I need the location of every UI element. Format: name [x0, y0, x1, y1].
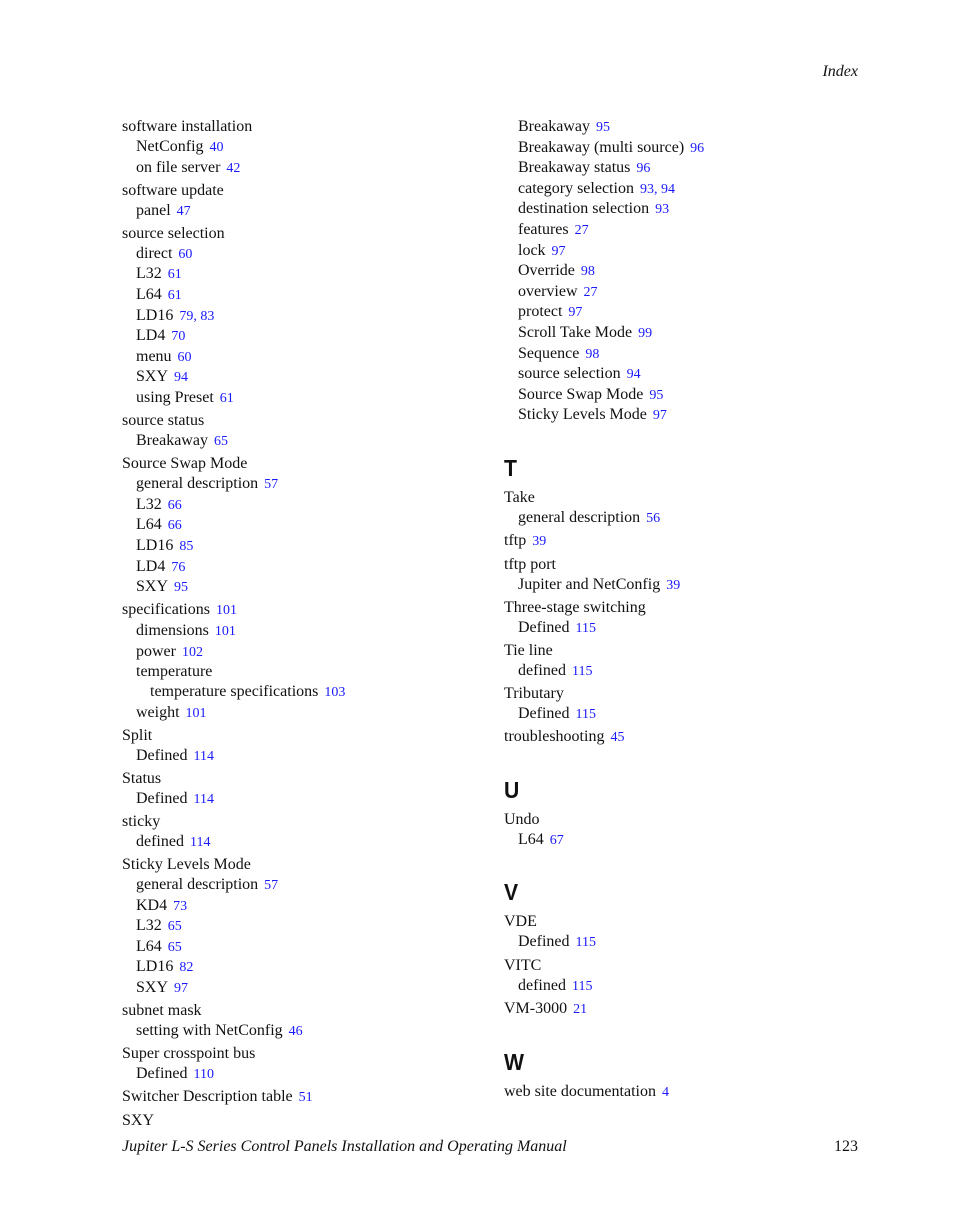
- index-term: Sticky Levels Mode: [122, 855, 251, 873]
- index-subentry: [504, 830, 874, 851]
- index-subentry: [504, 932, 874, 953]
- page-link[interactable]: 93: [639, 181, 654, 197]
- index-entry: [122, 726, 492, 746]
- page-link[interactable]: 65: [167, 939, 182, 955]
- index-subentry: [122, 937, 492, 958]
- index-term: defined: [518, 661, 566, 679]
- index-subentry: [122, 201, 492, 222]
- index-term: LD16: [136, 306, 174, 324]
- index-subentry: [122, 495, 492, 516]
- index-subentry: [122, 285, 492, 306]
- index-subentry: [504, 138, 874, 159]
- footer-manual-title: Jupiter L-S Series Control Panels Installation and Operating Manual: [122, 1138, 567, 1155]
- index-subentry: [122, 916, 492, 937]
- page-link[interactable]: 82: [179, 960, 194, 976]
- index-term: NetConfig: [136, 138, 204, 155]
- index-term: subnet mask: [122, 1002, 202, 1019]
- index-column-right: [504, 117, 874, 1103]
- index-subentry: [504, 158, 874, 179]
- index-subentry: [122, 367, 492, 388]
- index-entry: [504, 727, 874, 748]
- index-term: protect: [518, 303, 563, 321]
- index-term: on file server: [136, 158, 221, 176]
- index-subentry: [504, 199, 874, 220]
- index-term: Source Swap Mode: [122, 455, 248, 473]
- index-subentry: [504, 661, 874, 682]
- index-subentry: [504, 117, 874, 138]
- index-subentry: [122, 244, 492, 265]
- page-link[interactable]: 56: [646, 510, 661, 526]
- index-entry: [122, 855, 492, 875]
- page-link[interactable]: 61: [167, 267, 182, 283]
- index-term: direct: [136, 244, 173, 262]
- index-entry: [504, 598, 874, 618]
- index-entry: [504, 810, 874, 830]
- index-term: setting with NetConfig: [136, 1022, 283, 1039]
- page-link[interactable]: 65: [167, 919, 182, 935]
- page-link[interactable]: 99: [638, 325, 653, 341]
- index-term: destination selection: [518, 200, 650, 218]
- index-term: L64: [136, 937, 162, 955]
- index-subentry: [122, 682, 492, 703]
- page-link[interactable]: 102: [181, 644, 203, 660]
- index-subentry: [122, 264, 492, 285]
- index-term: Defined: [136, 789, 188, 807]
- index-term: Three-stage switching: [504, 598, 646, 616]
- index-term: Defined: [518, 933, 570, 951]
- index-term: panel: [136, 201, 171, 219]
- index-subentry: [122, 431, 492, 452]
- index-term: Undo: [504, 810, 540, 828]
- index-term: Super crosspoint bus: [122, 1045, 256, 1063]
- page-link[interactable]: 83: [200, 308, 215, 324]
- index-term: LD4: [136, 557, 166, 575]
- page-link[interactable]: 60: [178, 246, 193, 262]
- index-term: general description: [136, 475, 259, 493]
- index-subentry: [122, 347, 492, 368]
- index-entry: [504, 956, 874, 976]
- page-link[interactable]: 97: [551, 243, 566, 259]
- index-subentry: [122, 557, 492, 578]
- index-subentry: [122, 577, 492, 598]
- page-link[interactable]: 115: [575, 706, 597, 722]
- index-term: menu: [136, 347, 172, 365]
- index-term: VDE: [504, 913, 537, 931]
- page-link[interactable]: 115: [575, 935, 597, 951]
- index-term: defined: [136, 832, 184, 850]
- index-term: Breakaway: [518, 118, 590, 135]
- index-subentry: [122, 158, 492, 179]
- index-term: Tributary: [504, 684, 564, 702]
- index-term: tftp: [504, 532, 527, 549]
- index-entry: [504, 1082, 874, 1103]
- page-link[interactable]: 27: [583, 284, 598, 300]
- index-term: specifications: [122, 601, 210, 619]
- page-link[interactable]: 115: [571, 663, 593, 679]
- page-link[interactable]: 103: [324, 684, 346, 700]
- page-link[interactable]: 46: [288, 1024, 303, 1039]
- index-term: general description: [136, 875, 259, 893]
- index-subentry: [504, 220, 874, 241]
- index-term: Defined: [136, 1065, 188, 1083]
- page-link[interactable]: 95: [595, 120, 610, 135]
- page-link[interactable]: 114: [189, 834, 211, 850]
- index-term: source status: [122, 412, 205, 430]
- index-term: Source Swap Mode: [518, 385, 644, 403]
- index-term: Status: [122, 769, 162, 787]
- index-subentry: [122, 137, 492, 158]
- page-link[interactable]: 66: [167, 497, 182, 513]
- index-term: Breakaway (multi source): [518, 138, 685, 156]
- page-link[interactable]: 40: [209, 140, 224, 155]
- index-entry: [504, 999, 874, 1020]
- index-entry: [122, 1111, 492, 1131]
- page-link[interactable]: 94: [626, 367, 641, 383]
- index-entry: [122, 1001, 492, 1021]
- index-term: L64: [136, 516, 162, 534]
- index-term: Take: [504, 488, 535, 506]
- index-term: web site documentation: [504, 1082, 656, 1100]
- page-link[interactable]: 45: [610, 729, 625, 745]
- index-term: features: [518, 220, 569, 238]
- index-column-left: [122, 117, 492, 1131]
- index-subentry: [122, 746, 492, 767]
- index-term: L32: [136, 265, 162, 283]
- index-entry: [122, 181, 492, 201]
- index-term: Defined: [518, 704, 570, 722]
- page-link[interactable]: 27: [574, 222, 589, 238]
- index-entry: [122, 454, 492, 474]
- page-link[interactable]: 115: [571, 978, 593, 994]
- index-subentry: LD16 79, 83: [136, 306, 215, 324]
- index-term: tftp port: [504, 555, 556, 573]
- index-entry: [504, 641, 874, 661]
- index-term: power: [136, 642, 176, 660]
- index-entry: [122, 411, 492, 431]
- index-term: software installation: [122, 118, 253, 135]
- index-term: L32: [136, 495, 162, 513]
- index-entry: [122, 769, 492, 789]
- page-link[interactable]: 110: [193, 1067, 215, 1083]
- index-term: Sticky Levels Mode: [518, 406, 647, 424]
- index-term: software update: [122, 181, 224, 199]
- index-term: source selection: [518, 365, 621, 383]
- index-subentry: [122, 832, 492, 853]
- index-subentry: [504, 241, 874, 262]
- index-term: SXY: [136, 578, 169, 596]
- page-link[interactable]: 101: [185, 705, 207, 721]
- index-term: Jupiter and NetConfig: [518, 575, 661, 593]
- index-term: VM-3000: [504, 999, 568, 1017]
- page-link[interactable]: 98: [585, 346, 600, 362]
- index-subentry: [122, 875, 492, 896]
- page-link[interactable]: 94: [174, 370, 189, 386]
- index-term: VITC: [504, 956, 542, 974]
- index-term: L64: [136, 285, 162, 303]
- index-term: SXY: [136, 978, 169, 996]
- index-entry: [504, 531, 874, 552]
- index-term: Switcher Description table: [122, 1088, 293, 1106]
- page-link[interactable]: 85: [179, 538, 194, 554]
- page-link[interactable]: 97: [652, 408, 667, 424]
- index-subentry: [504, 323, 874, 344]
- section-letter: U: [504, 776, 520, 803]
- index-subentry: [504, 618, 874, 639]
- index-entry: [504, 555, 874, 575]
- index-term: dimensions: [136, 622, 209, 640]
- index-term: Tie line: [504, 641, 553, 659]
- index-subentry: [122, 474, 492, 495]
- page-link[interactable]: 97: [174, 980, 189, 996]
- index-subentry: [122, 1064, 492, 1085]
- index-term: LD4: [136, 327, 166, 345]
- index-term: LD16: [136, 958, 174, 976]
- index-term: temperature: [136, 663, 213, 681]
- footer-page-number: 123: [834, 1138, 858, 1155]
- index-term: Defined: [136, 746, 188, 764]
- index-subentry: [122, 388, 492, 409]
- section-letter: W: [504, 1048, 524, 1075]
- index-term: troubleshooting: [504, 727, 605, 745]
- index-entry: [122, 1087, 492, 1108]
- page-link[interactable]: 57: [264, 477, 279, 493]
- index-term: Breakaway: [136, 432, 208, 450]
- index-term: L64: [518, 830, 544, 848]
- page-link[interactable]: 66: [167, 518, 182, 534]
- index-subentry: [122, 515, 492, 536]
- page-link[interactable]: 115: [575, 620, 597, 636]
- page-link[interactable]: 65: [213, 434, 228, 450]
- index-subentry: category selection 93, 94: [518, 179, 675, 197]
- page-link[interactable]: 61: [167, 287, 182, 303]
- page-link[interactable]: 76: [171, 559, 186, 575]
- index-subentry: [504, 344, 874, 365]
- index-subentry: [504, 302, 874, 323]
- index-subentry: [504, 405, 874, 426]
- page-link[interactable]: 94: [660, 181, 675, 197]
- index-term: Scroll Take Mode: [518, 323, 633, 341]
- index-subentry: [504, 976, 874, 997]
- page-link[interactable]: 101: [215, 603, 237, 619]
- page-link[interactable]: 114: [193, 748, 215, 764]
- index-subentry: [504, 385, 874, 406]
- index-term: category selection: [518, 179, 634, 197]
- page-link[interactable]: 57: [264, 877, 279, 893]
- index-entry: [122, 1044, 492, 1064]
- index-subentry: [122, 326, 492, 347]
- page-link[interactable]: 95: [174, 580, 189, 596]
- page-link[interactable]: 47: [176, 203, 191, 219]
- page-link[interactable]: 60: [177, 349, 192, 365]
- index-subentry: [122, 789, 492, 810]
- index-term: general description: [518, 508, 641, 526]
- index-entry: [122, 224, 492, 244]
- section-letter: V: [504, 879, 519, 906]
- index-entry: [504, 488, 874, 508]
- index-term: using Preset: [136, 388, 214, 406]
- index-term: weight: [136, 703, 180, 721]
- index-subentry: [122, 1021, 492, 1042]
- index-subentry: [504, 575, 874, 596]
- index-term: sticky: [122, 812, 161, 830]
- index-term: SXY: [122, 1111, 155, 1129]
- index-subentry: [122, 621, 492, 642]
- page-link[interactable]: 97: [568, 305, 583, 321]
- index-entry: [122, 600, 492, 621]
- index-term: defined: [518, 976, 566, 994]
- page-link[interactable]: 21: [573, 1001, 588, 1017]
- index-term: LD16: [136, 536, 174, 554]
- index-subentry: [504, 261, 874, 282]
- page-link[interactable]: 101: [214, 624, 236, 640]
- index-term: Breakaway status: [518, 159, 631, 177]
- page-link[interactable]: 39: [666, 577, 681, 593]
- page-link[interactable]: 61: [219, 390, 234, 406]
- page-link[interactable]: 51: [298, 1090, 313, 1106]
- page-link[interactable]: 93: [655, 202, 670, 218]
- page-link[interactable]: 39: [532, 534, 547, 549]
- index-subentry: [122, 978, 492, 999]
- page-link[interactable]: 67: [549, 832, 564, 848]
- page-link[interactable]: 70: [171, 329, 186, 345]
- page-link[interactable]: 96: [636, 161, 651, 177]
- index-term: Defined: [518, 618, 570, 636]
- index-term: Split: [122, 726, 153, 744]
- page-link[interactable]: 114: [193, 791, 215, 807]
- page-link[interactable]: 98: [580, 264, 595, 280]
- index-subentry: [122, 642, 492, 663]
- page-link[interactable]: 79: [179, 308, 194, 324]
- index-subentry: [504, 508, 874, 529]
- index-subentry: [122, 896, 492, 917]
- index-subentry: [504, 364, 874, 385]
- index-subentry: [122, 957, 492, 978]
- section-letter: T: [504, 454, 517, 481]
- index-term: source selection: [122, 224, 225, 242]
- index-term: lock: [518, 241, 546, 259]
- index-subentry: [122, 703, 492, 724]
- index-term: temperature specifications: [150, 682, 319, 700]
- index-subentry: [122, 536, 492, 557]
- page-link[interactable]: 4: [661, 1084, 669, 1100]
- page-link[interactable]: 95: [649, 387, 664, 403]
- page-link[interactable]: 73: [173, 898, 188, 914]
- index-term: L32: [136, 917, 162, 935]
- index-subentry: [504, 282, 874, 303]
- index-subentry: [504, 704, 874, 725]
- page-link[interactable]: 96: [690, 140, 705, 156]
- index-term: Sequence: [518, 344, 580, 362]
- index-term: overview: [518, 282, 578, 300]
- index-term: SXY: [136, 368, 169, 386]
- page-link[interactable]: 42: [226, 160, 241, 176]
- index-entry: [122, 812, 492, 832]
- index-entry: [504, 684, 874, 704]
- index-term: KD4: [136, 896, 168, 914]
- index-entry: [122, 117, 492, 137]
- index-subentry: [122, 662, 492, 682]
- running-header: Index: [822, 63, 858, 80]
- index-term: Override: [518, 262, 575, 280]
- index-entry: [504, 912, 874, 932]
